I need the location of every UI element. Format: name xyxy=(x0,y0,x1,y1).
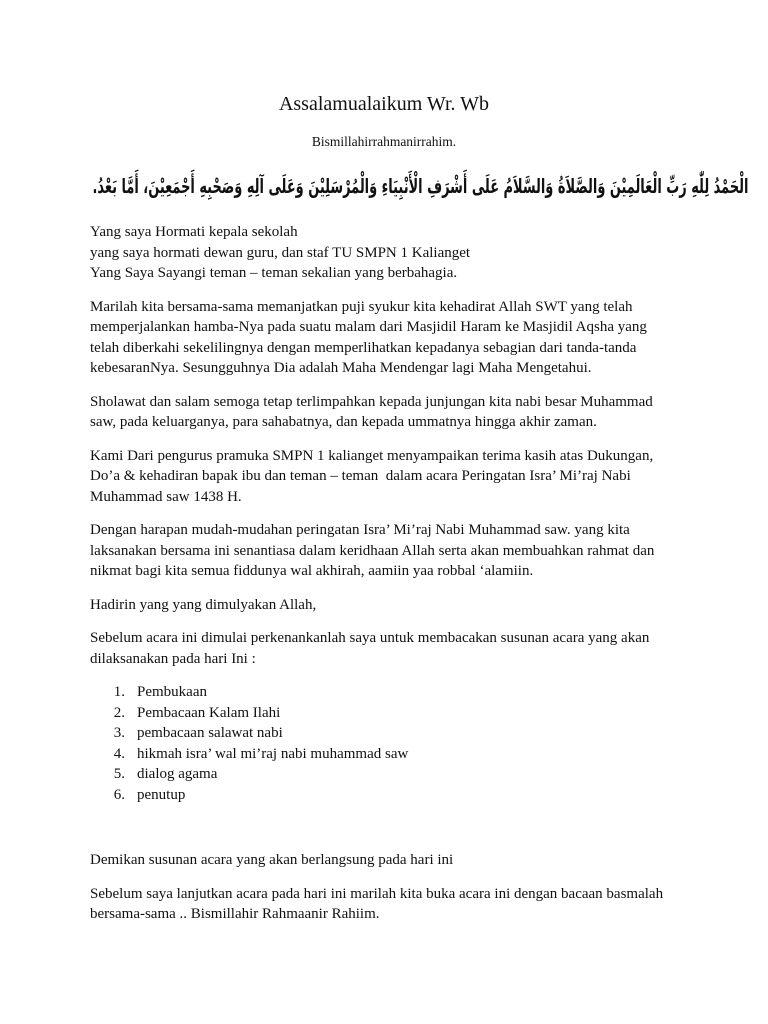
agenda-number: 2. xyxy=(113,704,125,721)
speech-title: Assalamualaikum Wr. Wb xyxy=(278,93,490,115)
agenda-item xyxy=(90,744,760,765)
greeting-paragraph xyxy=(90,222,760,284)
agenda-text: pembacaan salawat nabi xyxy=(137,725,283,741)
paragraph xyxy=(90,446,760,508)
agenda-item xyxy=(90,764,760,785)
paragraph-line: nikmat bagi kita semua fiddunya wal akhirah, aamiin yaa robbal ‘alamiin. xyxy=(90,563,534,579)
agenda-text: dialog agama xyxy=(137,766,218,782)
paragraph-line: Marilah kita bersama-sama memanjatkan puji syukur kita kehadirat Allah SWT yang telah xyxy=(90,298,633,315)
paragraph xyxy=(90,595,760,616)
paragraph-line: dilaksanakan pada hari Ini : xyxy=(90,650,256,667)
agenda-item xyxy=(90,723,760,744)
agenda-item xyxy=(90,785,760,806)
agenda-text: hikmah isra’ wal mi’raj nabi muhammad saw xyxy=(137,745,409,762)
arabic-opening: الْحَمْدُ لِلّٰهِ رَبِّ الْعَالَمِيْنَ وَالصَّلاَةُ وَالسَّلاَمُ عَلَى أَشْرَفِ الْأَنْبِيَاءِ وَالْمُرْسَلِيْنَ وَعَلَى آلِهِ وَصَحْبِهِ أَجْمَعِيْنَ، أَمَّا بَعْدُ. xyxy=(92,174,748,198)
closing-paragraph xyxy=(90,850,760,871)
paragraph-line: saw, pada keluarganya, para sahabatnya, dan kepada ummatnya hingga akhir zaman. xyxy=(90,414,597,430)
paragraph xyxy=(90,297,760,379)
paragraph-line: Demikan susunan acara yang akan berlangsung pada hari ini xyxy=(90,852,454,868)
agenda-number: 3. xyxy=(113,725,125,741)
paragraph-line: Dengan harapan mudah-mudahan peringatan Isra’ Mi’raj Nabi Muhammad saw. yang kita xyxy=(90,522,630,538)
closing-section xyxy=(90,850,760,925)
agenda-text: penutup xyxy=(137,786,186,803)
paragraph-line: Sholawat dan salam semoga tetap terlimpahkan kepada junjungan kita nabi besar Muhammad xyxy=(90,393,653,410)
agenda-number: 6. xyxy=(113,786,125,803)
paragraph-line: Yang Saya Sayangi teman – teman sekalian yang berbahagia. xyxy=(90,265,458,281)
paragraph-line: memperjalankan hamba-Nya pada suatu malam dari Masjidil Haram ke Masjidil Aqsha yang xyxy=(90,319,647,335)
speech-body xyxy=(90,222,760,938)
paragraph xyxy=(90,628,760,669)
paragraph-line: laksanakan bersama ini senantiasa dalam keridhaan Allah serta akan membuahkan rahmat dan xyxy=(90,542,655,559)
paragraph-line: Muhammad saw 1438 H. xyxy=(90,488,242,505)
agenda-item xyxy=(90,703,760,724)
agenda-number: 1. xyxy=(113,684,125,700)
paragraph xyxy=(90,520,760,582)
paragraph-line: Kami Dari pengurus pramuka SMPN 1 kalianget menyampaikan terima kasih atas Dukungan, xyxy=(90,447,654,464)
arabic-opening-container xyxy=(92,169,748,203)
paragraph-line: Hadirin yang yang dimulyakan Allah, xyxy=(90,596,317,613)
agenda-text: Pembukaan xyxy=(137,684,207,700)
paragraph-line: Yang saya Hormati kepala sekolah xyxy=(90,224,298,240)
paragraph-line: telah diberkahi sekelilingnya dengan memperlihatkan kepadanya sebagian dari tanda-tanda xyxy=(90,339,637,356)
paragraph-line: Do’a & kehadiran bapak ibu dan teman – teman dalam acara Peringatan Isra’ Mi’raj Nabi xyxy=(90,468,631,484)
closing-paragraph xyxy=(90,884,760,925)
paragraph xyxy=(90,392,760,433)
agenda-list xyxy=(90,682,760,805)
agenda-number: 4. xyxy=(113,745,125,762)
basmalah-line: Bismillahirrahmanirrahim. xyxy=(311,134,457,149)
paragraph-line: Sebelum saya lanjutkan acara pada hari ini marilah kita buka acara ini dengan bacaan basmalah xyxy=(90,885,664,902)
paragraph-line: bersama-sama .. Bismillahir Rahmaanir Rahiim. xyxy=(90,906,380,922)
agenda-item xyxy=(90,682,760,703)
agenda-number: 5. xyxy=(113,766,125,782)
paragraph-line: kebesaranNya. Sesungguhnya Dia adalah Maha Mendengar lagi Maha Mengetahui. xyxy=(90,360,592,376)
agenda-text: Pembacaan Kalam Ilahi xyxy=(137,704,281,721)
paragraph-line: Sebelum acara ini dimulai perkenankanlah saya untuk membacakan susunan acara yang akan xyxy=(90,630,650,646)
paragraph-line: yang saya hormati dewan guru, dan staf TU SMPN 1 Kalianget xyxy=(90,244,471,261)
